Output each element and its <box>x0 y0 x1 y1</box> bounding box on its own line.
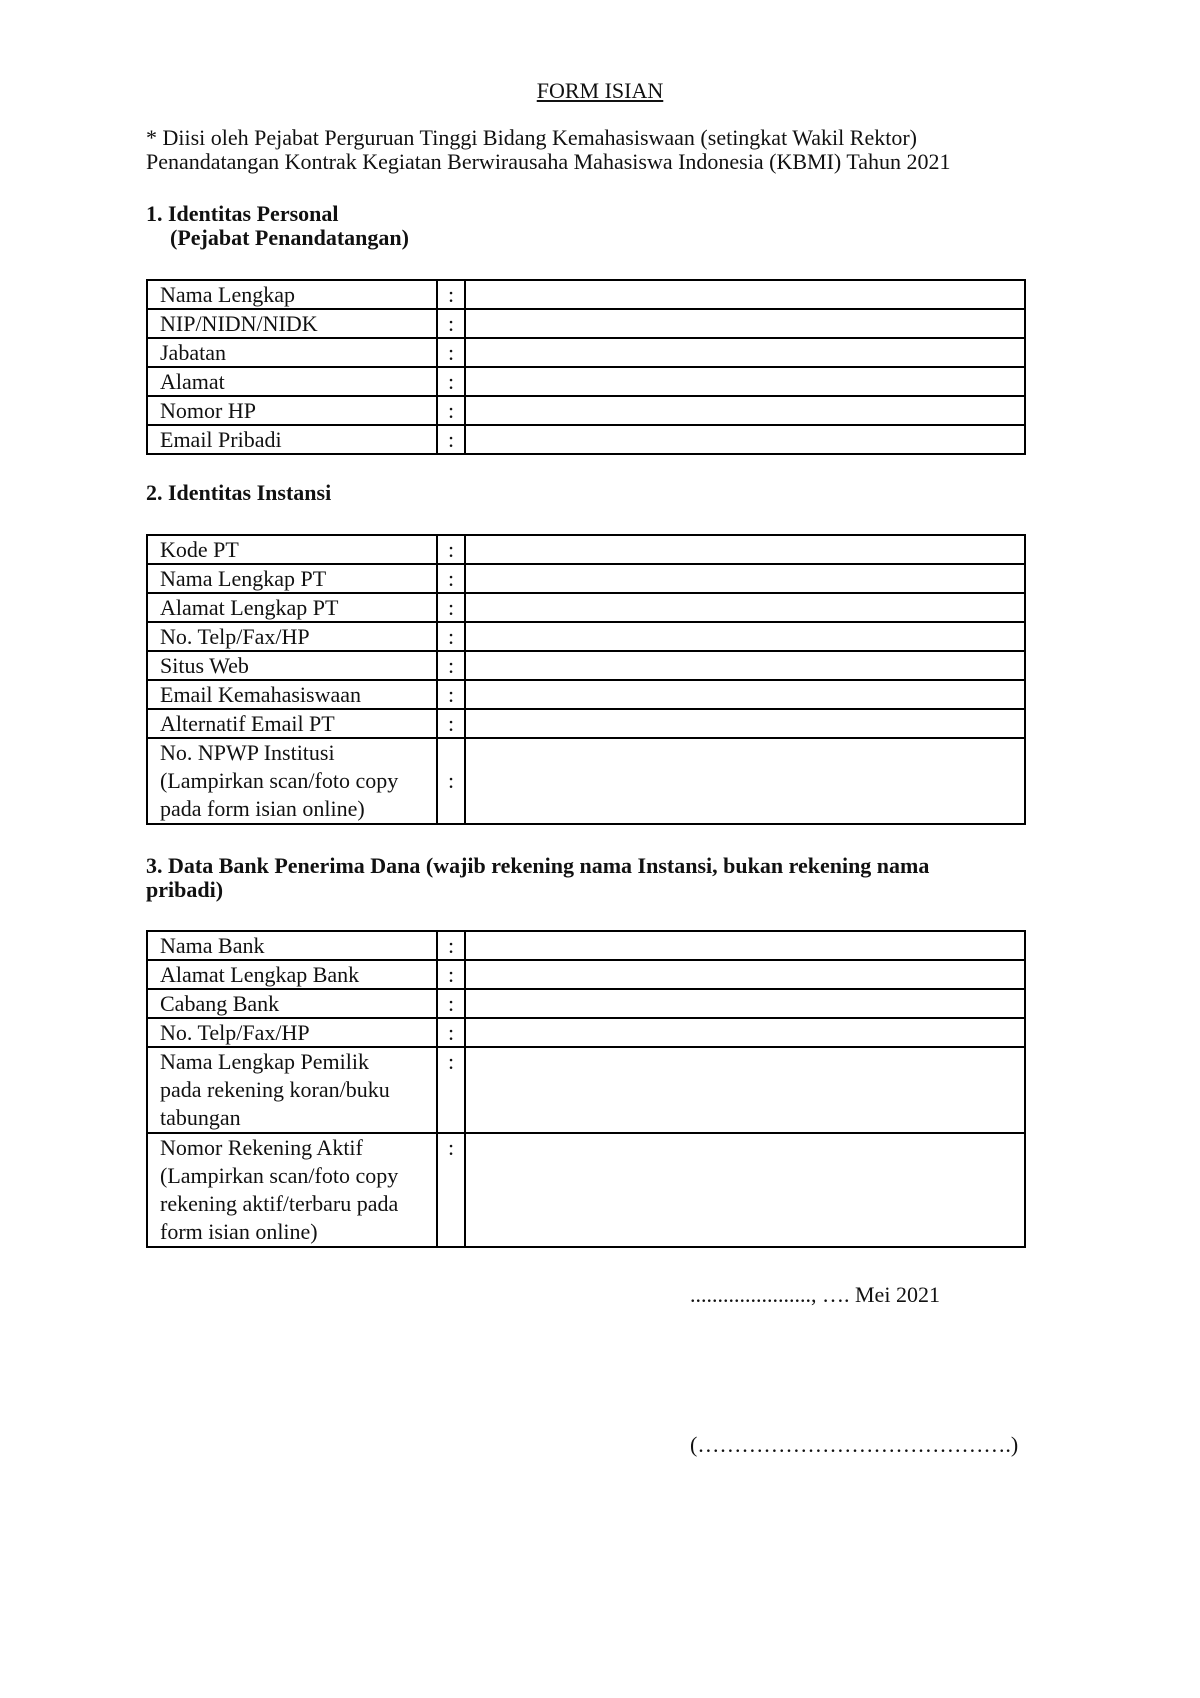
field-colon: : <box>437 367 465 396</box>
field-value-jabatan[interactable] <box>465 338 1025 367</box>
field-value-nomor-hp[interactable] <box>465 396 1025 425</box>
field-label: Situs Web <box>147 651 437 680</box>
table-row <box>147 564 1025 593</box>
field-label-line: pada form isian online) <box>160 796 365 821</box>
field-colon: : <box>437 1133 465 1247</box>
field-label-multiline <box>147 738 437 824</box>
field-label-line: pada rekening koran/buku <box>160 1077 390 1102</box>
table-row <box>147 280 1025 309</box>
field-label: Jabatan <box>147 338 437 367</box>
table-row <box>147 367 1025 396</box>
field-colon: : <box>437 564 465 593</box>
signature-name-line: (…………………………………….) <box>690 1432 1019 1457</box>
table-row <box>147 931 1025 960</box>
field-colon: : <box>437 338 465 367</box>
section-2-heading: 2. Identitas Instansi <box>146 480 332 505</box>
field-value-cabang-bank[interactable] <box>465 989 1025 1018</box>
table-row <box>147 338 1025 367</box>
field-value-alamat[interactable] <box>465 367 1025 396</box>
field-value-pemilik-rekening[interactable] <box>465 1047 1025 1133</box>
field-label: Email Pribadi <box>147 425 437 454</box>
section-1-heading-line-2: (Pejabat Penandatangan) <box>170 225 409 250</box>
table-row <box>147 960 1025 989</box>
field-colon: : <box>437 1047 465 1133</box>
field-colon: : <box>437 738 465 824</box>
field-colon: : <box>437 396 465 425</box>
table-row <box>147 309 1025 338</box>
field-colon: : <box>437 535 465 564</box>
section-1-table <box>146 279 1026 455</box>
field-value-nama-lengkap[interactable] <box>465 280 1025 309</box>
field-value-nomor-rekening[interactable] <box>465 1133 1025 1247</box>
table-row <box>147 1018 1025 1047</box>
field-label-line: (Lampirkan scan/foto copy <box>160 1163 399 1188</box>
table-row <box>147 1047 1025 1133</box>
field-colon: : <box>437 309 465 338</box>
field-colon: : <box>437 593 465 622</box>
field-label: Cabang Bank <box>147 989 437 1018</box>
intro-line-1: * Diisi oleh Pejabat Perguruan Tinggi Bidang Kemahasiswaan (setingkat Wakil Rektor) <box>146 125 917 150</box>
field-label-line: No. NPWP Institusi <box>160 740 335 765</box>
field-label: Alamat Lengkap PT <box>147 593 437 622</box>
section-3-table <box>146 930 1026 1248</box>
field-colon: : <box>437 1018 465 1047</box>
field-colon: : <box>437 651 465 680</box>
field-label: Alternatif Email PT <box>147 709 437 738</box>
field-value-alamat-pt[interactable] <box>465 593 1025 622</box>
field-label: No. Telp/Fax/HP <box>147 1018 437 1047</box>
intro-line-2: Penandatangan Kontrak Kegiatan Berwirausaha Mahasiswa Indonesia (KBMI) Tahun 2021 <box>146 149 951 174</box>
field-value-nip[interactable] <box>465 309 1025 338</box>
field-label: Nama Lengkap <box>147 280 437 309</box>
field-value-email-pribadi[interactable] <box>465 425 1025 454</box>
field-colon: : <box>437 280 465 309</box>
field-value-npwp[interactable] <box>465 738 1025 824</box>
section-3-heading-line-1: 3. Data Bank Penerima Dana (wajib rekening nama Instansi, bukan rekening nama <box>146 853 930 878</box>
field-label: Nama Bank <box>147 931 437 960</box>
field-value-telp-bank[interactable] <box>465 1018 1025 1047</box>
field-value-alternatif-email[interactable] <box>465 709 1025 738</box>
table-row <box>147 622 1025 651</box>
field-colon: : <box>437 680 465 709</box>
field-value-nama-pt[interactable] <box>465 564 1025 593</box>
field-label-line: form isian online) <box>160 1219 318 1244</box>
table-row <box>147 593 1025 622</box>
table-row <box>147 680 1025 709</box>
table-row <box>147 396 1025 425</box>
field-label-line: Nomor Rekening Aktif <box>160 1135 363 1160</box>
field-colon: : <box>437 709 465 738</box>
intro-text <box>146 126 1066 174</box>
field-value-email-kemahasiswaan[interactable] <box>465 680 1025 709</box>
field-colon: : <box>437 622 465 651</box>
field-label: Email Kemahasiswaan <box>147 680 437 709</box>
section-1-heading <box>146 202 409 250</box>
field-label-multiline <box>147 1047 437 1133</box>
section-3-heading-line-2: pribadi) <box>146 877 224 902</box>
field-label: Alamat <box>147 367 437 396</box>
field-colon: : <box>437 425 465 454</box>
field-label-line: tabungan <box>160 1105 241 1130</box>
table-row <box>147 709 1025 738</box>
field-colon: : <box>437 931 465 960</box>
table-row <box>147 651 1025 680</box>
field-value-nama-bank[interactable] <box>465 931 1025 960</box>
section-1-heading-line-1: 1. Identitas Personal <box>146 201 339 226</box>
table-row <box>147 425 1025 454</box>
field-label: Nama Lengkap PT <box>147 564 437 593</box>
form-title: FORM ISIAN <box>536 78 664 103</box>
field-value-alamat-bank[interactable] <box>465 960 1025 989</box>
table-row <box>147 989 1025 1018</box>
field-label: Alamat Lengkap Bank <box>147 960 437 989</box>
field-label: NIP/NIDN/NIDK <box>147 309 437 338</box>
table-row <box>147 535 1025 564</box>
field-label: No. Telp/Fax/HP <box>147 622 437 651</box>
field-label-line: rekening aktif/terbaru pada <box>160 1191 399 1216</box>
field-value-situs-web[interactable] <box>465 651 1025 680</box>
field-label: Kode PT <box>147 535 437 564</box>
field-label-multiline <box>147 1133 437 1247</box>
field-label-line: Nama Lengkap Pemilik <box>160 1049 369 1074</box>
table-row <box>147 738 1025 824</box>
field-colon: : <box>437 960 465 989</box>
field-colon: : <box>437 989 465 1018</box>
table-row <box>147 1133 1025 1247</box>
signature-date-line: ......................, …. Mei 2021 <box>690 1282 940 1307</box>
field-value-telp-pt[interactable] <box>465 622 1025 651</box>
field-value-kode-pt[interactable] <box>465 535 1025 564</box>
field-label-line: (Lampirkan scan/foto copy <box>160 768 399 793</box>
section-2-table <box>146 534 1026 825</box>
section-3-heading <box>146 854 1046 902</box>
field-label: Nomor HP <box>147 396 437 425</box>
